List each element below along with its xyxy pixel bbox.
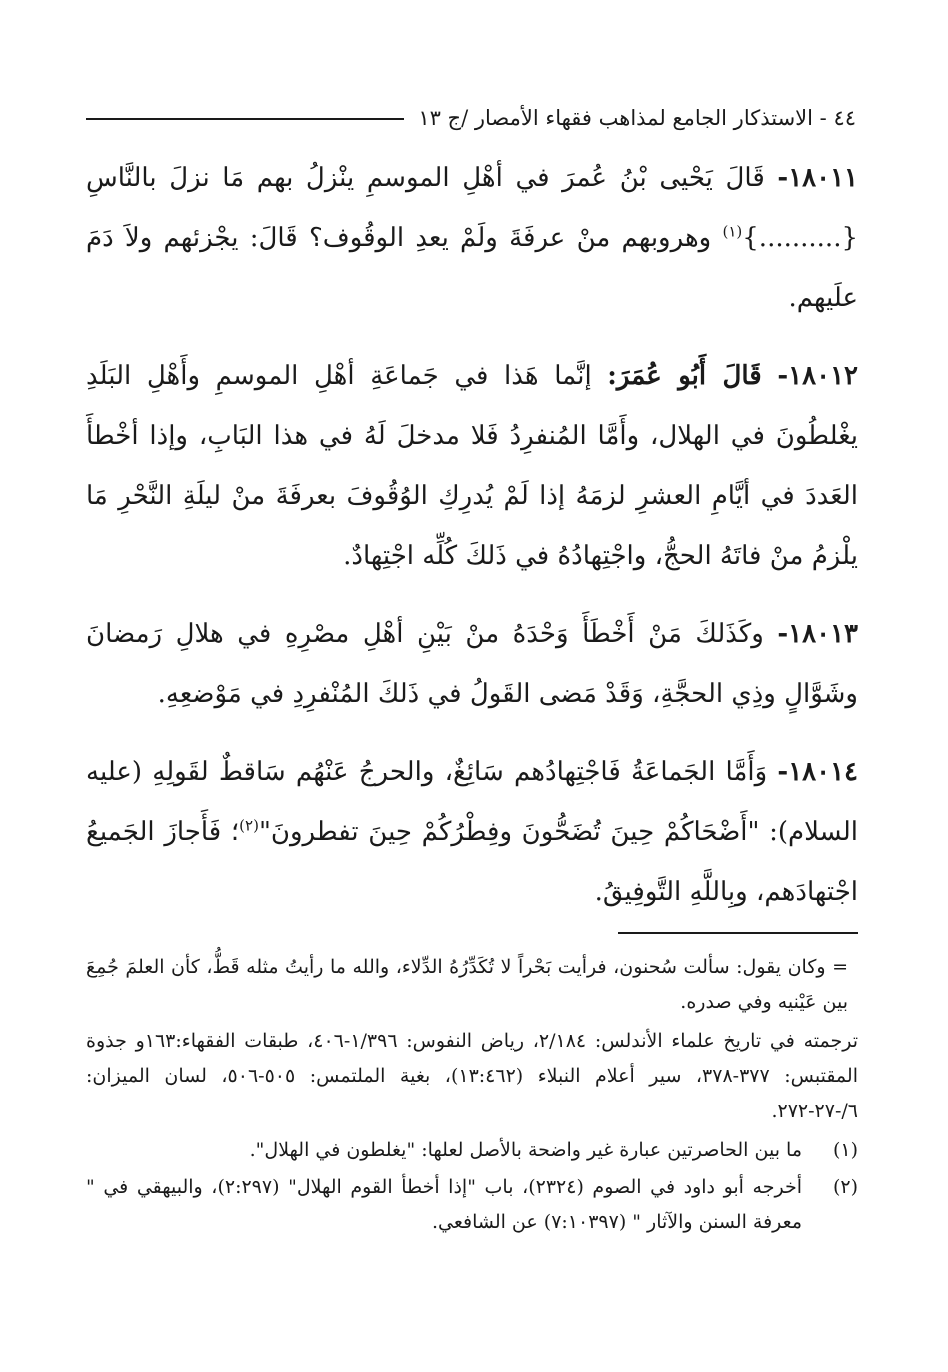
footnote-text: ما بين الحاصرتين عبارة غير واضحة بالأصل لعلها: "يغلطون في الهلال". <box>249 1139 802 1161</box>
header-text: ٤٤ - الاستذكار الجامع لمذاهب فقهاء الأمصار /ج ١٣ <box>418 106 856 130</box>
footnote-ref[interactable]: (١) <box>722 222 743 241</box>
main-body <box>86 148 858 940</box>
paragraph-18011 <box>86 148 858 328</box>
footnotes <box>86 950 858 1240</box>
footnote-continuation: = وكان يقول: سألت سُحنون، فرأيت بَحْراً لا تُكَدِّرُهُ الدِّلاء، والله ما رأيتُ مثله قَطُّ، كأن العلمَ جُمِعَ بين عَيْنيه وفي صدره. <box>86 956 848 1013</box>
paragraph-18012 <box>86 346 858 586</box>
paragraph-number: ١٨٠١٤- <box>777 757 859 787</box>
footnote-marker: (١) <box>832 1139 858 1161</box>
paragraph-number: ١٨٠١٢- <box>777 361 858 391</box>
paragraph-text: إنَّما هَذا في جَماعَةِ أهْلِ الموسمِ وأَهْلِ البَلَدِ يغْلطُونَ في الهلال، وأَمَّا المُنفرِدُ فَلا مدخلَ لَهُ في هذا البَابِ، وإذا أخْطأَ العَددَ في أيَّامِ العشرِ لزمَهُ إذا لَمْ يُدرِكِ الوُقُوفَ بعرفَةَ منْ ليلَةِ النَّحْرِ مَا يلْزمُ منْ فاتَهُ الحجُّ، واجْتِهادُهُ في ذَلكَ كُلِّه اجْتِهادٌ. <box>86 361 858 571</box>
speaker-label: قَالَ أَبُو عُمَرَ: <box>607 361 762 391</box>
footnote-separator <box>618 932 858 934</box>
paragraph-text: وَأَمَّا الجَماعَةُ فَاجْتِهادُهم سَائِغٌ، والحرجُ عَنْهُم سَاقطٌ لقَولِهِ (عليه السلام): "أَضْحَاكُمْ حِينَ تُضَحُّونَ وفِطْرُكُمْ حِينَ تفطرونَ" <box>86 757 858 847</box>
paragraph-number: ١٨٠١١- <box>777 163 859 193</box>
paragraph-18013 <box>86 604 858 724</box>
header-rule <box>86 118 404 120</box>
paragraph-text: قَالَ يَحْيى بْنُ عُمرَ في أهْلِ الموسمِ ينْزلُ بهم مَا نزلَ بالنَّاسِ {..........} <box>86 163 858 253</box>
footnote-1 <box>86 1133 858 1168</box>
paragraph-text: وكَذَلكَ مَنْ أَخْطَأَ وَحْدَهُ منْ بَيْنِ أهْلِ مصْرِهِ في هلالِ رَمضانَ وشَوَّالٍ وذِي الحجَّةِ، وَقَدْ مَضى القَولُ في ذَلكَ المُنْفرِدِ في مَوْضعِهِ. <box>86 619 858 709</box>
footnote-marker: (٢) <box>832 1176 858 1198</box>
running-header <box>86 98 856 138</box>
footnote-2 <box>86 1170 858 1240</box>
footnote-continuation: ترجمته في تاريخ علماء الأندلس: ٢/١٨٤، رياض النفوس: ١/٣٩٦-٤٠٦، طبقات الفقهاء:١٦٣و جذوة المقتبس: ٣٧٧-٣٧٨، سير أعلام النبلاء (١٣:٤٦٢)، بغية الملتمس: ٥٠٥-٥٠٦، لسان الميزان: ٦/-٢٧-٢٧٢. <box>86 1030 858 1122</box>
paragraph-18014 <box>86 742 858 922</box>
footnote-ref[interactable]: (٢) <box>239 816 259 835</box>
paragraph-text: ؛ فَأَجازَ الجَميعُ اجْتهادَهم، وبِاللَّهِ التَّوفِيقُ. <box>86 817 858 907</box>
footnote-text: أخرجه أبو داود في الصوم (٢٣٢٤)، باب "إذا أخطأ القوم الهلال" (٢:٢٩٧)، والبيهقي في " معرفة السنن والآثار " (٧:١٠٣٩٧) عن الشافعي. <box>86 1176 802 1233</box>
paragraph-text: وهروبهم منْ عرفَةَ ولَمْ يعدِ الوقُوف؟ قَالَ: يجْزئهم ولاَ دَمَ علَيهم. <box>86 223 858 313</box>
paragraph-number: ١٨٠١٣- <box>777 619 858 649</box>
